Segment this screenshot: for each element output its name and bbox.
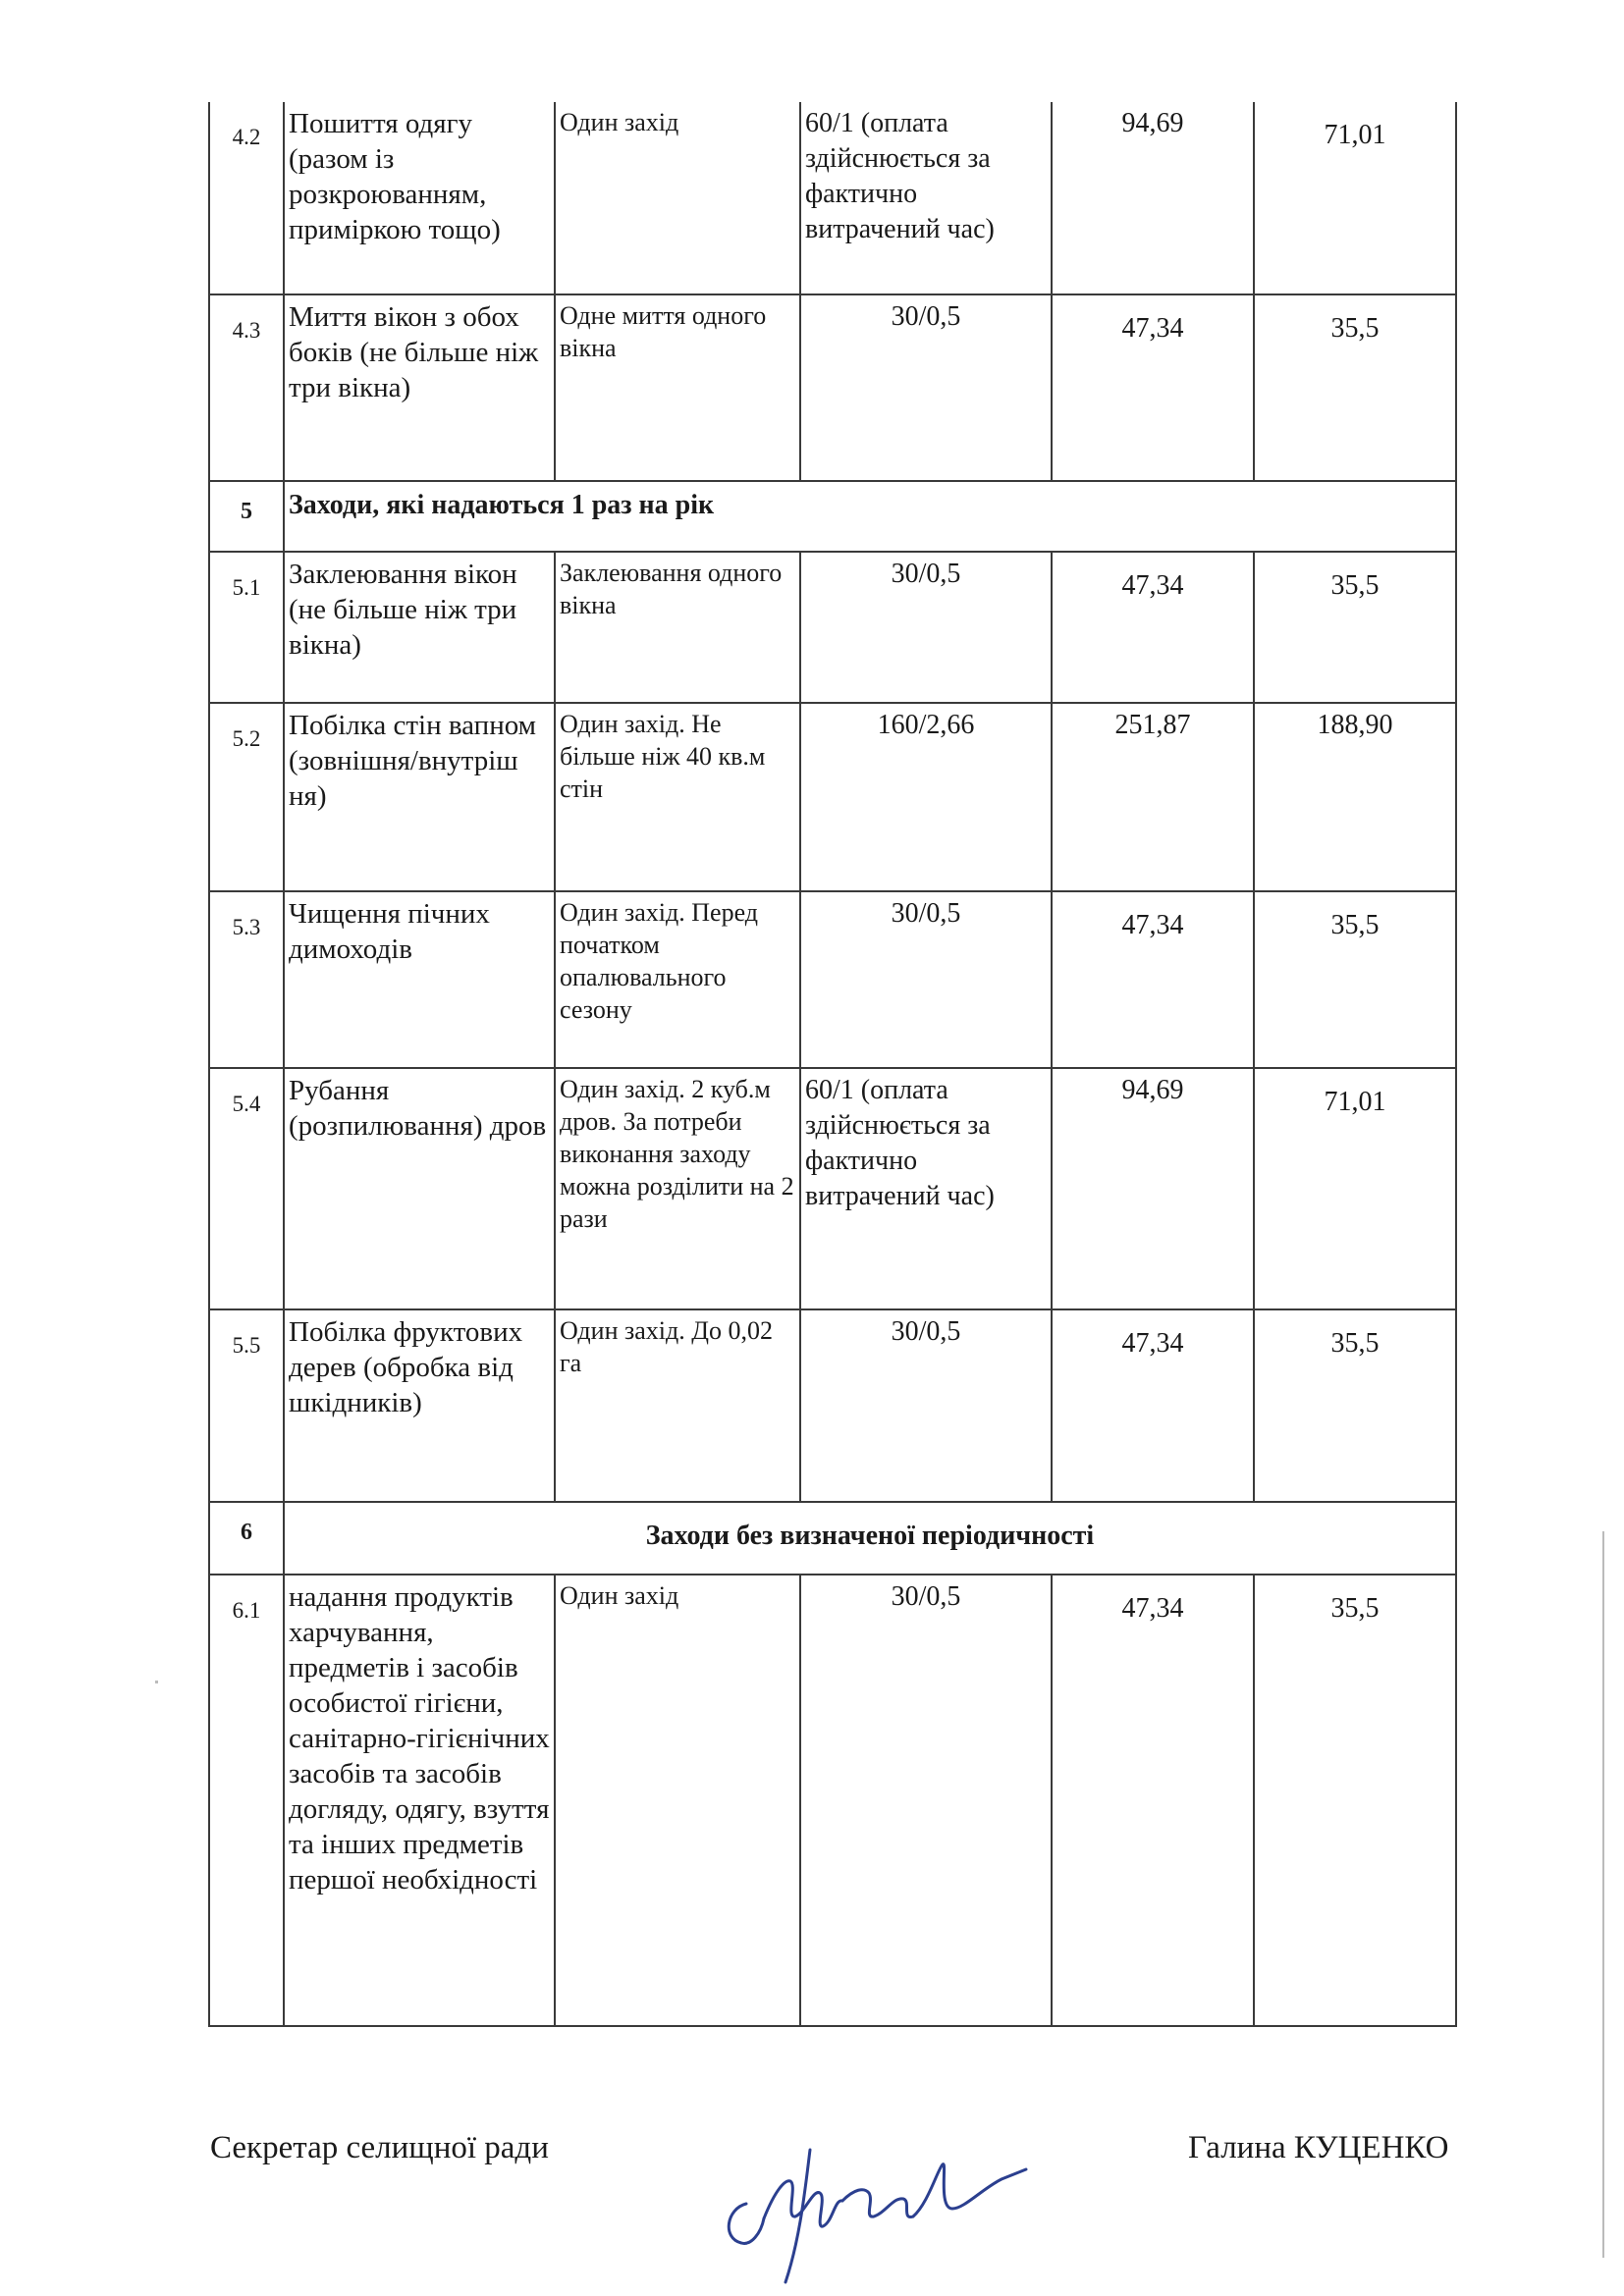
service-unit: Одне миття одного вікна xyxy=(555,294,800,481)
row-number: 6.1 xyxy=(209,1575,284,2026)
row-number: 5.4 xyxy=(209,1068,284,1309)
service-time: 60/1 (оплата здійснюється за фактично витрачений час) xyxy=(800,1068,1052,1309)
price-reduced: 35,5 xyxy=(1254,891,1456,1068)
service-time: 30/0,5 xyxy=(800,294,1052,481)
service-name: Заклеювання вікон (не більше ніж три вікна) xyxy=(284,552,555,703)
section-number: 5 xyxy=(209,481,284,552)
service-name: Чищення пічних димоходів xyxy=(284,891,555,1068)
service-unit: Один захід xyxy=(555,102,800,294)
table-row xyxy=(209,102,1456,294)
service-time: 30/0,5 xyxy=(800,1309,1052,1502)
table-row xyxy=(209,1068,1456,1309)
service-name: Побілка фруктових дерев (обробка від шкідників) xyxy=(284,1309,555,1502)
table-row xyxy=(209,1575,1456,2026)
service-time: 30/0,5 xyxy=(800,891,1052,1068)
price-full: 94,69 xyxy=(1052,102,1254,294)
price-reduced: 188,90 xyxy=(1254,703,1456,891)
service-unit: Один захід. 2 куб.м дров. За потреби виконання заходу можна розділити на 2 рази xyxy=(555,1068,800,1309)
service-name: Рубання (розпилювання) дров xyxy=(284,1068,555,1309)
service-unit: Один захід. До 0,02 га xyxy=(555,1309,800,1502)
signature-image xyxy=(707,2110,1031,2287)
row-number: 5.3 xyxy=(209,891,284,1068)
table-row xyxy=(209,552,1456,703)
price-reduced: 71,01 xyxy=(1254,1068,1456,1309)
section-number: 6 xyxy=(209,1502,284,1575)
service-unit: Заклеювання одного вікна xyxy=(555,552,800,703)
service-name: Пошиття одягу (разом із розкроюванням, приміркою тощо) xyxy=(284,102,555,294)
service-name: надання продуктів харчування, предметів і засобів особистої гігієни, санітарно-гігієнічних засобів та засобів догляду, одягу, взуття та інших предметів першої необхідності xyxy=(284,1575,555,2026)
table-row xyxy=(209,294,1456,481)
service-time: 30/0,5 xyxy=(800,1575,1052,2026)
price-full: 47,34 xyxy=(1052,1575,1254,2026)
scan-margin-line xyxy=(1602,1531,1604,2258)
price-reduced: 35,5 xyxy=(1254,552,1456,703)
row-number: 5.5 xyxy=(209,1309,284,1502)
price-full: 47,34 xyxy=(1052,294,1254,481)
scan-speck xyxy=(155,1681,158,1683)
service-unit: Один захід xyxy=(555,1575,800,2026)
price-full: 251,87 xyxy=(1052,703,1254,891)
row-number: 5.2 xyxy=(209,703,284,891)
service-unit: Один захід. Перед початком опалювального сезону xyxy=(555,891,800,1068)
price-reduced: 35,5 xyxy=(1254,1309,1456,1502)
table-row xyxy=(209,891,1456,1068)
signer-name: Галина КУЦЕНКО xyxy=(1188,2130,1449,2165)
section-title: Заходи без визначеної періодичності xyxy=(284,1502,1456,1575)
row-number: 5.1 xyxy=(209,552,284,703)
service-unit: Один захід. Не більше ніж 40 кв.м стін xyxy=(555,703,800,891)
service-name: Побілка стін вапном (зовнішня/внутріш ня) xyxy=(284,703,555,891)
service-time: 60/1 (оплата здійснюється за фактично витрачений час) xyxy=(800,102,1052,294)
signer-role: Секретар селищної ради xyxy=(210,2130,549,2165)
section-row xyxy=(209,481,1456,552)
row-number: 4.2 xyxy=(209,102,284,294)
price-reduced: 35,5 xyxy=(1254,294,1456,481)
table-row xyxy=(209,703,1456,891)
table-row xyxy=(209,1309,1456,1502)
price-reduced: 35,5 xyxy=(1254,1575,1456,2026)
service-name: Миття вікон з обох боків (не більше ніж три вікна) xyxy=(284,294,555,481)
service-time: 30/0,5 xyxy=(800,552,1052,703)
service-time: 160/2,66 xyxy=(800,703,1052,891)
section-row xyxy=(209,1502,1456,1575)
row-number: 4.3 xyxy=(209,294,284,481)
services-table xyxy=(208,102,1457,2027)
price-full: 47,34 xyxy=(1052,891,1254,1068)
price-full: 94,69 xyxy=(1052,1068,1254,1309)
price-full: 47,34 xyxy=(1052,552,1254,703)
price-full: 47,34 xyxy=(1052,1309,1254,1502)
section-title: Заходи, які надаються 1 раз на рік xyxy=(284,481,1456,552)
price-reduced: 71,01 xyxy=(1254,102,1456,294)
